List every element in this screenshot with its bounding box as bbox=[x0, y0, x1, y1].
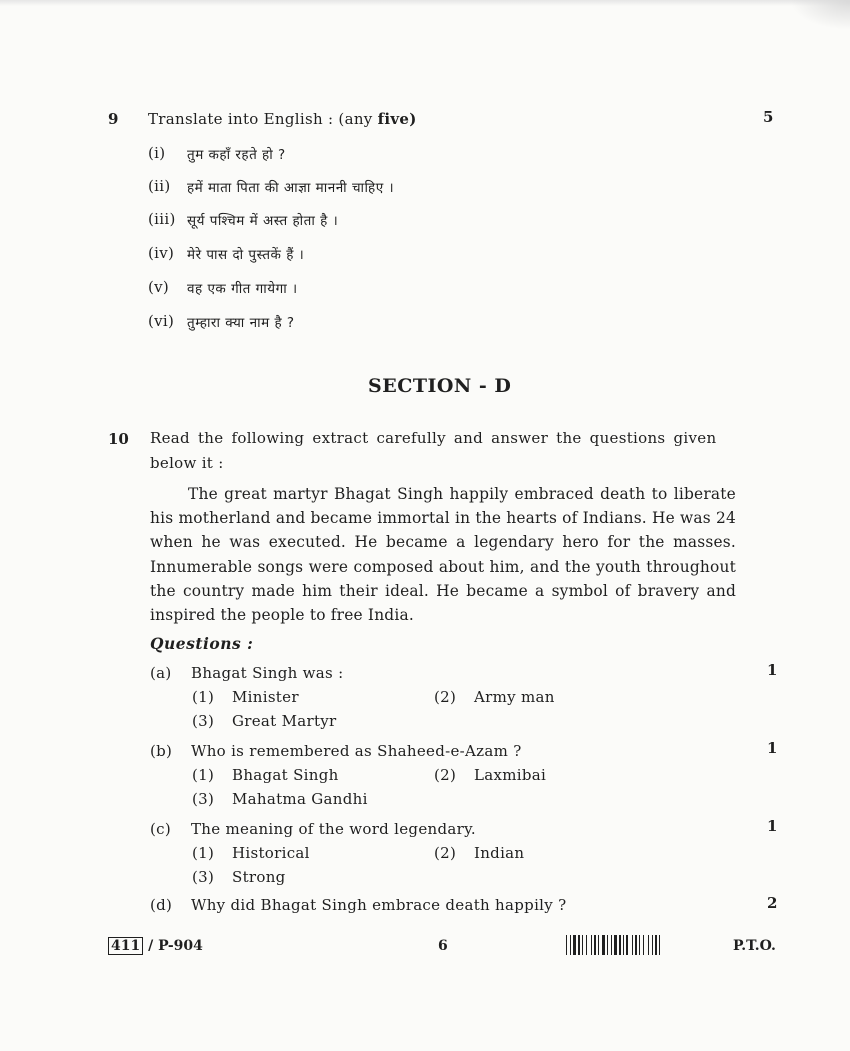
option-label: (1) bbox=[192, 688, 215, 706]
question-marks: 1 bbox=[767, 817, 778, 835]
extract-passage: The great martyr Bhagat Singh happily embraced death to liberate his motherland and became immortal in the hearts of Indians. He was 24 when he was executed. He became a legendary hero for the masses. Innumerable songs were composed about him, and the youth throughout the country made him their ideal. He became a symbol of bravery and inspired the people to free India. bbox=[150, 485, 736, 625]
question-9-prompt-text: Translate into English : (any bbox=[148, 110, 373, 128]
section-title: SECTION - D bbox=[368, 375, 512, 397]
option-text: Indian bbox=[474, 844, 525, 862]
question-9-prompt bbox=[148, 110, 417, 128]
option-text: Minister bbox=[232, 688, 299, 706]
option-label: (1) bbox=[192, 766, 215, 784]
question-number-10: 10 bbox=[108, 430, 129, 448]
hindi-sentence: मेरे पास दो पुस्तकें हैं । bbox=[187, 247, 305, 263]
hindi-sentence: सूर्य पश्चिम में अस्त होता है । bbox=[187, 213, 339, 229]
question-10-prompt-line1: Read the following extract carefully and answer the questions given bbox=[150, 429, 717, 447]
hindi-sentence: तुम्हारा क्या नाम है ? bbox=[187, 315, 295, 331]
questions-heading: Questions : bbox=[150, 634, 254, 653]
option-label: (1) bbox=[192, 844, 215, 862]
paper-code-rest: / P-904 bbox=[148, 938, 203, 954]
question-marks: 1 bbox=[767, 739, 778, 757]
paper-code-box: 411 bbox=[108, 937, 143, 955]
scan-shadow-corner bbox=[790, 0, 850, 30]
scan-shadow-top bbox=[0, 0, 850, 6]
item-label: (iii) bbox=[148, 210, 176, 228]
option-label: (2) bbox=[434, 766, 457, 784]
page-number: 6 bbox=[438, 938, 448, 954]
question-9-prompt-bold: five) bbox=[377, 110, 417, 128]
question-label: (b) bbox=[150, 742, 173, 760]
question-number-9: 9 bbox=[108, 110, 119, 128]
option-text: Strong bbox=[232, 868, 286, 886]
hindi-sentence: हमें माता पिता की आज्ञा माननी चाहिए । bbox=[187, 180, 395, 196]
option-text: Bhagat Singh bbox=[232, 766, 339, 784]
item-label: (v) bbox=[148, 278, 170, 296]
item-label: (vi) bbox=[148, 312, 175, 330]
option-text: Historical bbox=[232, 844, 310, 862]
option-label: (3) bbox=[192, 868, 215, 886]
question-marks: 2 bbox=[767, 894, 778, 912]
question-text: Bhagat Singh was : bbox=[191, 664, 344, 682]
barcode-image bbox=[566, 935, 714, 955]
question-marks: 1 bbox=[767, 661, 778, 679]
pto-label: P.T.O. bbox=[733, 938, 776, 954]
option-label: (2) bbox=[434, 688, 457, 706]
option-text: Great Martyr bbox=[232, 712, 337, 730]
item-label: (iv) bbox=[148, 244, 175, 262]
hindi-sentence: वह एक गीत गायेगा । bbox=[187, 281, 298, 297]
question-label: (d) bbox=[150, 896, 173, 914]
question-9-marks: 5 bbox=[763, 108, 774, 126]
question-text: Why did Bhagat Singh embrace death happily ? bbox=[191, 896, 567, 914]
question-label: (a) bbox=[150, 664, 172, 682]
hindi-sentence: तुम कहाँ रहते हो ? bbox=[187, 147, 286, 163]
question-10-prompt-line2: below it : bbox=[150, 454, 224, 472]
item-label: (ii) bbox=[148, 177, 171, 195]
item-label: (i) bbox=[148, 144, 166, 162]
option-label: (3) bbox=[192, 712, 215, 730]
question-text: The meaning of the word legendary. bbox=[191, 820, 476, 838]
option-text: Laxmibai bbox=[474, 766, 547, 784]
option-text: Army man bbox=[474, 688, 555, 706]
option-label: (2) bbox=[434, 844, 457, 862]
option-text: Mahatma Gandhi bbox=[232, 790, 368, 808]
question-label: (c) bbox=[150, 820, 172, 838]
option-label: (3) bbox=[192, 790, 215, 808]
paper-code bbox=[108, 938, 203, 954]
question-text: Who is remembered as Shaheed-e-Azam ? bbox=[191, 742, 522, 760]
